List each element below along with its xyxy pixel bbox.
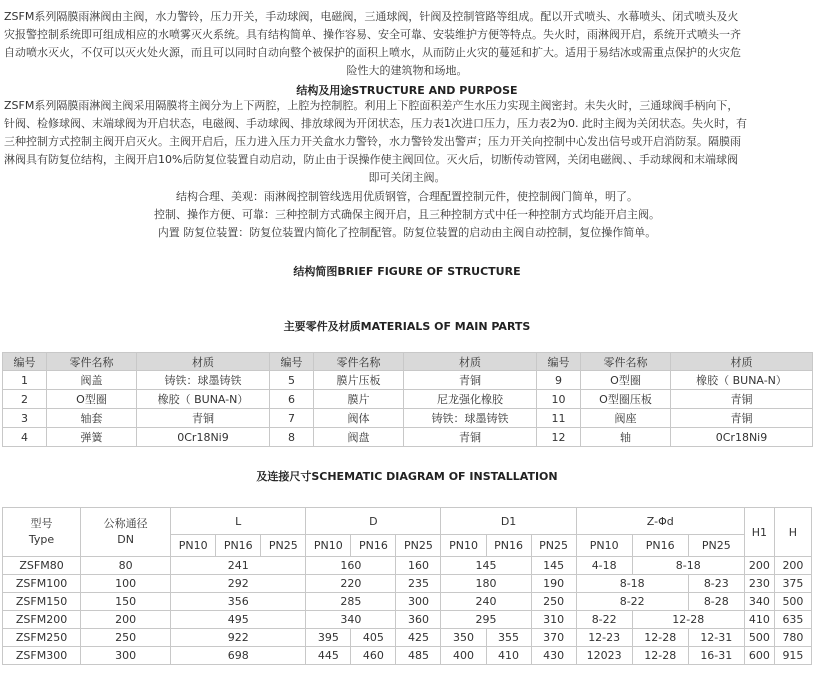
table-row: [3, 371, 813, 390]
h1-cell: 230: [744, 575, 774, 593]
table-cell: 青铜: [404, 371, 537, 390]
table-row: [3, 575, 812, 593]
table-cell: 青铜: [671, 409, 813, 428]
feature-item: 内置 防复位装置：防复位装置内简化了控制配管。防复位装置的启动由主阀自动控制，复位操作简单。: [157, 226, 657, 239]
dn-cell: 100: [81, 575, 171, 593]
structure-line: 淋阀具有防复位结构，主阀开启10%后防复位装置自动启动，防止由于误操作使主阀回位。灭火后，切断传动管网，关闭电磁阀、、手动球阀和末端球阀: [4, 153, 738, 166]
col-header: 材质: [137, 353, 270, 371]
table-cell: 尼龙强化橡胶: [404, 390, 537, 409]
d1-cell: 190: [531, 575, 576, 593]
structure-line: ZSFM系列隔膜雨淋阀主阀采用隔膜将主阀分为上下两腔，上腔为控制腔。利用上下腔面积差产生水压力实现主阀密封。未失火时，三通球阀手柄向下，: [4, 99, 739, 112]
table-row: [3, 647, 812, 665]
d1-cell: 400: [441, 647, 486, 665]
type-cell: ZSFM150: [3, 593, 81, 611]
type-label: 型号: [30, 517, 53, 530]
h1-header: H1: [744, 508, 774, 557]
d1-cell: 180: [441, 575, 531, 593]
table-cell: 11: [537, 409, 581, 428]
pn-header: PN16: [486, 535, 531, 557]
col-header: 编号: [270, 353, 314, 371]
table-cell: 阀座: [581, 409, 671, 428]
type-label-en: Type: [28, 533, 55, 546]
table-cell: 青铜: [137, 409, 270, 428]
z-cell: 4-18: [576, 557, 632, 575]
structure-line: 三种控制方式控制主阀开启灭火。主阀开启后，压力进入压力开关盒水力警铃，水力警铃发出警声；压力开关向控制中心发出信号或开启消防泵。隔膜雨: [4, 135, 741, 148]
z-cell: 12-28: [632, 611, 744, 629]
dn-cell: 200: [81, 611, 171, 629]
d1-cell: 240: [441, 593, 531, 611]
table-row: [3, 629, 812, 647]
heading-installation: 及连接尺寸SCHEMATIC DIAGRAM OF INSTALLATION: [256, 470, 558, 483]
d-cell: 360: [396, 611, 441, 629]
l-cell: 495: [171, 611, 306, 629]
l-cell: 241: [171, 557, 306, 575]
h-cell: 635: [774, 611, 811, 629]
l-cell: 698: [171, 647, 306, 665]
table-cell: 6: [270, 390, 314, 409]
intro-line: ZSFM系列隔膜雨淋阀由主阀，水力警铃，压力开关，手动球阀，电磁阀，三通球阀，针阀及控制管路等组成。配以开式喷头、水幕喷头、闭式喷头及火: [4, 10, 739, 23]
d-cell: 160: [396, 557, 441, 575]
table-cell: 1: [3, 371, 47, 390]
structure-line: 针阀、检修球阀、末端球阀为开启状态，电磁阀、手动球阀、排放球阀为开闭状态，压力表1次进口压力，压力表2为0. 此时主阀为关闭状态。失火时，有: [4, 117, 747, 130]
col-header: 零件名称: [314, 353, 404, 371]
pn-header: PN16: [632, 535, 688, 557]
dn-cell: 300: [81, 647, 171, 665]
pn-header: PN16: [216, 535, 261, 557]
h-cell: 200: [774, 557, 811, 575]
table-cell: O型圈压板: [581, 390, 671, 409]
z-cell: 8-18: [576, 575, 688, 593]
heading-main-parts: 主要零件及材质MATERIALS OF MAIN PARTS: [283, 320, 531, 333]
table-cell: 5: [270, 371, 314, 390]
d-cell: 235: [396, 575, 441, 593]
z-cell: 8-18: [632, 557, 744, 575]
table-cell: 阀盘: [314, 428, 404, 447]
table-row: [3, 390, 813, 409]
pn-header: PN10: [576, 535, 632, 557]
type-cell: ZSFM250: [3, 629, 81, 647]
dn-cell: 250: [81, 629, 171, 647]
d1-cell: 370: [531, 629, 576, 647]
table-cell: 橡胶（ BUNA-N）: [671, 371, 813, 390]
z-cell: 8-22: [576, 611, 632, 629]
d-cell: 300: [396, 593, 441, 611]
d-cell: 285: [306, 593, 396, 611]
dims-header-row: [3, 508, 812, 535]
table-cell: 12: [537, 428, 581, 447]
h-header: H: [774, 508, 811, 557]
features-list: [4, 188, 810, 242]
type-cell: ZSFM300: [3, 647, 81, 665]
d1-cell: 295: [441, 611, 531, 629]
col-header: 零件名称: [581, 353, 671, 371]
table-cell: 弹簧: [47, 428, 137, 447]
table-cell: 铸铁：球墨铸铁: [137, 371, 270, 390]
h1-cell: 600: [744, 647, 774, 665]
table-cell: 膜片: [314, 390, 404, 409]
col-header: 编号: [537, 353, 581, 371]
z-cell: 16-31: [688, 647, 744, 665]
l-cell: 292: [171, 575, 306, 593]
heading-brief-figure: 结构简图BRIEF FIGURE OF STRUCTURE: [293, 265, 521, 278]
d-cell: 445: [306, 647, 351, 665]
heading-structure-purpose: 结构及用途STRUCTURE AND PURPOSE: [296, 84, 518, 97]
h1-cell: 410: [744, 611, 774, 629]
table-cell: 青铜: [671, 390, 813, 409]
table-cell: O型圈: [581, 371, 671, 390]
z-cell: 8-22: [576, 593, 688, 611]
parts-table: [2, 352, 813, 447]
d1-cell: 145: [441, 557, 531, 575]
l-cell: 922: [171, 629, 306, 647]
feature-item: 结构合理、美观：雨淋阀控制管线选用优质钢管，合理配置控制元件，使控制阀门简单，明了。: [176, 190, 638, 203]
d1-cell: 430: [531, 647, 576, 665]
table-row: [3, 611, 812, 629]
group-header-z: Z-Φd: [576, 508, 744, 535]
table-cell: 0Cr18Ni9: [671, 428, 813, 447]
col-header: 编号: [3, 353, 47, 371]
z-cell: 8-23: [688, 575, 744, 593]
structure-paragraph: [4, 97, 810, 187]
dn-cell: 80: [81, 557, 171, 575]
d-cell: 220: [306, 575, 396, 593]
table-cell: 阀体: [314, 409, 404, 428]
pn-header: PN25: [531, 535, 576, 557]
d1-cell: 250: [531, 593, 576, 611]
intro-line: 自动喷水灭火，不仅可以灭火处火源，而且可以同时自动向整个被保护的面积上喷水，从而防止火灾的蔓延和扩大。适用于易结冰或需重点保护的火灾危: [4, 46, 741, 59]
parts-header-row: [3, 353, 813, 371]
dn-cell: 150: [81, 593, 171, 611]
d1-cell: 355: [486, 629, 531, 647]
intro-line: 险性大的建筑物和场地。: [346, 64, 468, 77]
pn-header: PN10: [171, 535, 216, 557]
table-row: [3, 593, 812, 611]
z-cell: 12-31: [688, 629, 744, 647]
table-cell: 0Cr18Ni9: [137, 428, 270, 447]
group-header-d1: D1: [441, 508, 576, 535]
table-cell: 3: [3, 409, 47, 428]
table-cell: 轴: [581, 428, 671, 447]
h-cell: 915: [774, 647, 811, 665]
table-cell: 9: [537, 371, 581, 390]
h-cell: 500: [774, 593, 811, 611]
pn-header: PN25: [261, 535, 306, 557]
d-cell: 425: [396, 629, 441, 647]
type-cell: ZSFM100: [3, 575, 81, 593]
d-cell: 460: [351, 647, 396, 665]
col-header: 零件名称: [47, 353, 137, 371]
table-cell: 10: [537, 390, 581, 409]
d1-cell: 145: [531, 557, 576, 575]
dn-label: 公称通径: [103, 517, 148, 530]
d-cell: 405: [351, 629, 396, 647]
pn-header: PN16: [351, 535, 396, 557]
pn-header: PN10: [441, 535, 486, 557]
intro-line: 灾报警控制系统即可组成相应的水喷雾灭火系统。具有结构简单、操作容易、安全可靠、安装维护方便等特点。失火时，雨淋阀开启，系统开式喷头一齐: [4, 28, 741, 41]
h1-cell: 500: [744, 629, 774, 647]
table-cell: 青铜: [404, 428, 537, 447]
z-cell: 12-23: [576, 629, 632, 647]
d-cell: 395: [306, 629, 351, 647]
pn-header: PN10: [306, 535, 351, 557]
table-cell: 8: [270, 428, 314, 447]
d1-cell: 310: [531, 611, 576, 629]
table-row: [3, 428, 813, 447]
type-cell: ZSFM80: [3, 557, 81, 575]
table-cell: 4: [3, 428, 47, 447]
structure-line: 即可关闭主阀。: [368, 171, 446, 184]
d1-cell: 350: [441, 629, 486, 647]
dn-header: [81, 508, 171, 557]
type-cell: ZSFM200: [3, 611, 81, 629]
h-cell: 780: [774, 629, 811, 647]
d-cell: 340: [306, 611, 396, 629]
h-cell: 375: [774, 575, 811, 593]
h1-cell: 340: [744, 593, 774, 611]
table-cell: 阀盖: [47, 371, 137, 390]
pn-header: PN25: [688, 535, 744, 557]
d-cell: 485: [396, 647, 441, 665]
table-row: [3, 409, 813, 428]
z-cell: 8-28: [688, 593, 744, 611]
col-header: 材质: [404, 353, 537, 371]
h1-cell: 200: [744, 557, 774, 575]
l-cell: 356: [171, 593, 306, 611]
table-cell: 2: [3, 390, 47, 409]
dimensions-table: [2, 507, 812, 665]
group-header-l: L: [171, 508, 306, 535]
table-cell: 橡胶（ BUNA-N）: [137, 390, 270, 409]
table-cell: 铸铁：球墨铸铁: [404, 409, 537, 428]
d1-cell: 410: [486, 647, 531, 665]
type-header: [3, 508, 81, 557]
d-cell: 160: [306, 557, 396, 575]
table-cell: 膜片压板: [314, 371, 404, 390]
intro-paragraph: [4, 8, 810, 80]
feature-item: 控制、操作方便、可靠：三种控制方式确保主阀开启，且三种控制方式中任一种控制方式均能开启主阀。: [154, 208, 660, 221]
table-cell: O型圈: [47, 390, 137, 409]
pn-header: PN25: [396, 535, 441, 557]
col-header: 材质: [671, 353, 813, 371]
group-header-d: D: [306, 508, 441, 535]
table-cell: 7: [270, 409, 314, 428]
dn-label-en: DN: [117, 533, 134, 546]
z-cell: 12-28: [632, 647, 688, 665]
table-row: [3, 557, 812, 575]
z-cell: 12-28: [632, 629, 688, 647]
table-cell: 轴套: [47, 409, 137, 428]
z-cell: 12023: [576, 647, 632, 665]
